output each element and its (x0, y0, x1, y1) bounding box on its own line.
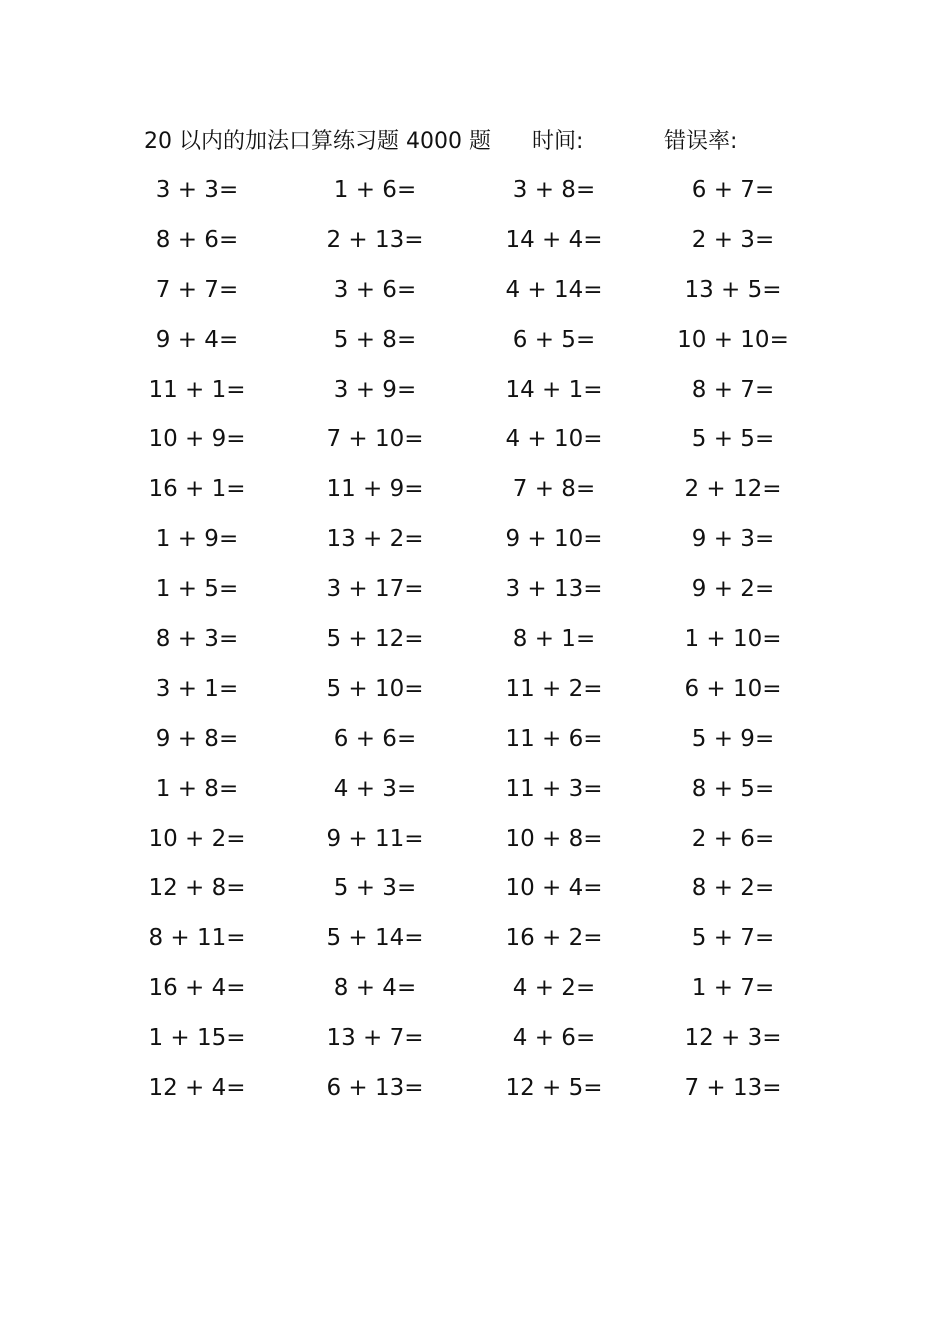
problem-item: 1 + 6= (333, 177, 417, 203)
problem-item: 3 + 8= (512, 177, 596, 203)
problem-item: 2 + 3= (691, 226, 775, 253)
problem-item: 1 + 8= (155, 775, 239, 802)
problem-item: 2 + 12= (684, 476, 782, 503)
problem-item: 14 + 4= (505, 226, 603, 253)
problem-row (0, 715, 950, 765)
problem-item: 8 + 6= (155, 226, 239, 253)
problem-item: 12 + 4= (148, 1075, 246, 1102)
problem-item: 12 + 3= (684, 1025, 782, 1052)
problem-item: 10 + 8= (505, 825, 603, 852)
problem-item: 1 + 15= (148, 1025, 246, 1052)
problem-item: 16 + 2= (505, 925, 603, 952)
problem-row (0, 415, 950, 465)
error-rate-label: 错误率: (664, 129, 738, 154)
problem-item: 9 + 2= (691, 576, 775, 603)
problem-item: 1 + 9= (155, 526, 239, 553)
problem-item: 5 + 8= (333, 326, 417, 353)
problem-item: 9 + 11= (326, 825, 424, 852)
problem-item: 6 + 7= (691, 177, 775, 203)
problem-item: 2 + 13= (326, 226, 424, 253)
problem-item: 6 + 13= (326, 1075, 424, 1102)
problem-item: 9 + 4= (155, 326, 239, 353)
problem-row (0, 864, 950, 914)
problem-item: 9 + 3= (691, 526, 775, 553)
problem-row (0, 964, 950, 1014)
problem-item: 3 + 17= (326, 576, 424, 603)
problem-item: 12 + 8= (148, 875, 246, 902)
problem-item: 5 + 10= (326, 675, 424, 702)
problem-item: 5 + 5= (691, 426, 775, 453)
problem-item: 5 + 9= (691, 725, 775, 752)
problem-item: 8 + 11= (148, 925, 246, 952)
problem-item: 8 + 4= (333, 975, 417, 1002)
problem-item: 1 + 5= (155, 576, 239, 603)
problem-item: 8 + 7= (691, 376, 775, 403)
problem-row (0, 465, 950, 515)
problem-item: 6 + 6= (333, 725, 417, 752)
problem-row (0, 565, 950, 615)
problem-item: 6 + 10= (684, 675, 782, 702)
problem-item: 13 + 7= (326, 1025, 424, 1052)
problem-item: 11 + 6= (505, 725, 603, 752)
problem-item: 16 + 4= (148, 975, 246, 1002)
problem-item: 8 + 1= (512, 626, 596, 653)
problem-row (0, 366, 950, 416)
problem-item: 16 + 1= (148, 476, 246, 503)
problem-item: 7 + 8= (512, 476, 596, 503)
problem-item: 4 + 10= (505, 426, 603, 453)
worksheet-title: 20 以内的加法口算练习题 4000 题 (144, 129, 491, 154)
problem-item: 10 + 10= (677, 326, 789, 353)
problem-row (0, 665, 950, 715)
problem-item: 5 + 14= (326, 925, 424, 952)
time-label: 时间: (532, 129, 584, 154)
problem-item: 13 + 2= (326, 526, 424, 553)
problem-item: 5 + 3= (333, 875, 417, 902)
problem-item: 6 + 5= (512, 326, 596, 353)
problem-item: 5 + 12= (326, 626, 424, 653)
worksheet-header (0, 124, 950, 160)
problem-item: 1 + 7= (691, 975, 775, 1002)
problem-item: 1 + 10= (684, 626, 782, 653)
problem-item: 10 + 4= (505, 875, 603, 902)
problem-item: 4 + 2= (512, 975, 596, 1002)
problem-item: 9 + 8= (155, 725, 239, 752)
problem-item: 2 + 6= (691, 825, 775, 852)
problem-item: 11 + 9= (326, 476, 424, 503)
problem-grid (0, 166, 950, 1114)
problem-row (0, 1014, 950, 1064)
problem-row (0, 815, 950, 865)
problem-row (0, 216, 950, 266)
problem-item: 11 + 3= (505, 775, 603, 802)
problem-item: 13 + 5= (684, 276, 782, 303)
problem-row (0, 1064, 950, 1114)
problem-row (0, 615, 950, 665)
problem-item: 7 + 10= (326, 426, 424, 453)
problem-item: 5 + 7= (691, 925, 775, 952)
problem-item: 4 + 3= (333, 775, 417, 802)
problem-item: 8 + 3= (155, 626, 239, 653)
problem-item: 14 + 1= (505, 376, 603, 403)
problem-item: 7 + 7= (155, 276, 239, 303)
problem-item: 11 + 1= (148, 376, 246, 403)
problem-item: 11 + 2= (505, 675, 603, 702)
problem-row (0, 914, 950, 964)
problem-item: 3 + 1= (155, 675, 239, 702)
problem-row (0, 316, 950, 366)
problem-item: 4 + 6= (512, 1025, 596, 1052)
problem-item: 3 + 6= (333, 276, 417, 303)
problem-item: 3 + 9= (333, 376, 417, 403)
problem-row (0, 765, 950, 815)
problem-row (0, 266, 950, 316)
problem-item: 9 + 10= (505, 526, 603, 553)
problem-item: 8 + 2= (691, 875, 775, 902)
problem-item: 8 + 5= (691, 775, 775, 802)
problem-item: 4 + 14= (505, 276, 603, 303)
problem-item: 10 + 9= (148, 426, 246, 453)
problem-item: 7 + 13= (684, 1075, 782, 1102)
problem-item: 12 + 5= (505, 1075, 603, 1102)
problem-row (0, 515, 950, 565)
problem-row (0, 166, 950, 216)
problem-item: 10 + 2= (148, 825, 246, 852)
problem-item: 3 + 3= (155, 177, 239, 203)
problem-item: 3 + 13= (505, 576, 603, 603)
